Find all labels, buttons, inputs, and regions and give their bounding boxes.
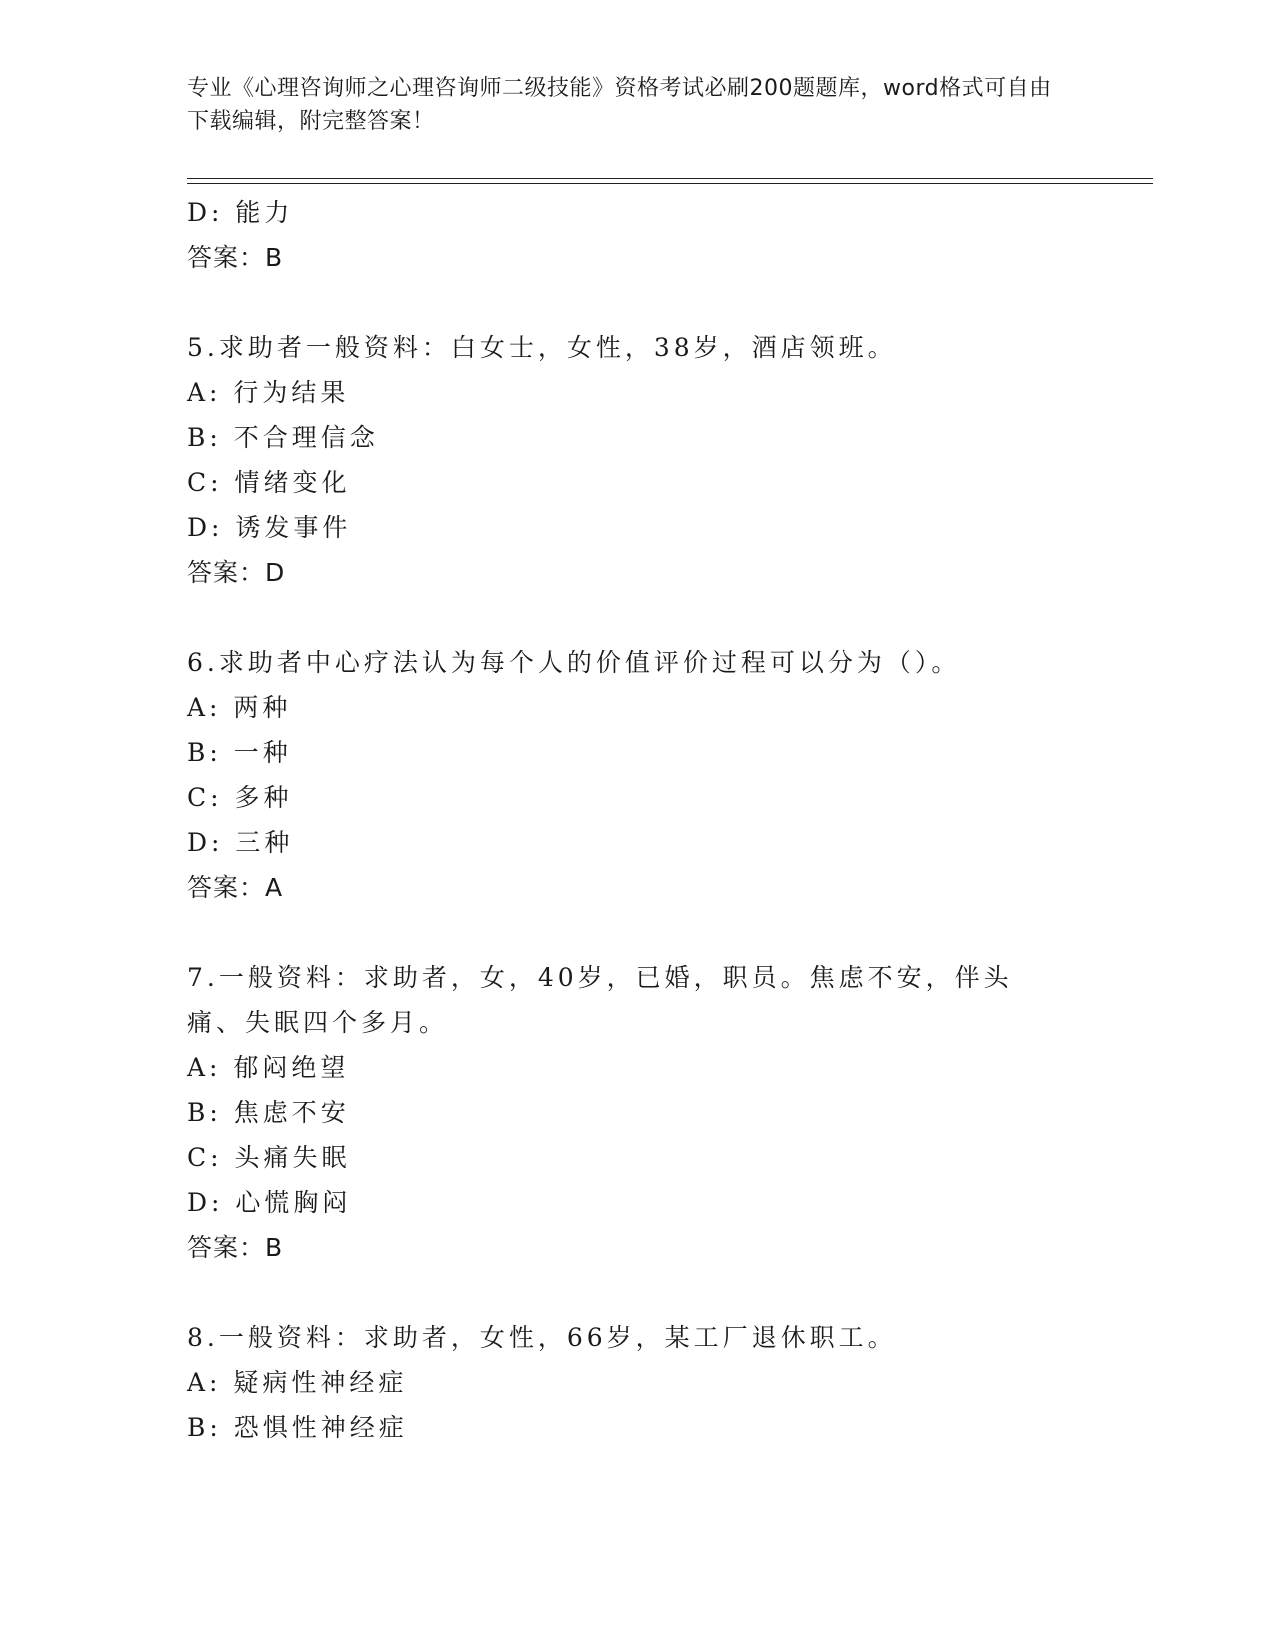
header-rule-bottom [187, 183, 1153, 184]
answer-line: 答案：B [187, 243, 284, 272]
spacer [187, 910, 1147, 955]
option-b: B: 焦虑不安 [187, 1098, 350, 1127]
option-b: B: 不合理信念 [187, 423, 379, 452]
option-c: C: 情绪变化 [187, 468, 351, 497]
spacer [187, 1270, 1147, 1315]
answer-line: 答案：B [187, 1233, 284, 1262]
question-stem: 5.求助者一般资料：白女士，女性，38岁，酒店领班。 [187, 333, 897, 362]
option-d: D: 诱发事件 [187, 513, 352, 542]
question-stem: 6.求助者中心疗法认为每个人的价值评价过程可以分为（）。 [187, 648, 961, 677]
spacer [187, 595, 1147, 640]
option-a: A: 郁闷绝望 [187, 1053, 350, 1082]
answer-line: 答案：A [187, 873, 284, 902]
question-list [187, 190, 1147, 1450]
spacer [187, 280, 1147, 325]
option-c: C: 头痛失眠 [187, 1143, 351, 1172]
option-d: D: 三种 [187, 828, 294, 857]
option-b: B: 恐惧性神经症 [187, 1413, 408, 1442]
document-header: 专业《心理咨询师之心理咨询师二级技能》资格考试必刷200题题库，word格式可自由下载编辑，附完整答案！ [187, 76, 1052, 134]
question-stem: 7.一般资料：求助者，女，40岁，已婚，职员。焦虑不安，伴头痛、失眠四个多月。 [187, 963, 1013, 1037]
option-a: A: 行为结果 [187, 378, 350, 407]
option-b: B: 一种 [187, 738, 292, 767]
header-rule-top [187, 178, 1153, 179]
answer-line: 答案：D [187, 558, 286, 587]
option-d-continued: D: 能力 [187, 198, 294, 227]
question-stem: 8.一般资料：求助者，女性，66岁，某工厂退休职工。 [187, 1323, 897, 1352]
option-c: C: 多种 [187, 783, 293, 812]
option-a: A: 疑病性神经症 [187, 1368, 408, 1397]
option-a: A: 两种 [187, 693, 292, 722]
option-d: D: 心慌胸闷 [187, 1188, 352, 1217]
